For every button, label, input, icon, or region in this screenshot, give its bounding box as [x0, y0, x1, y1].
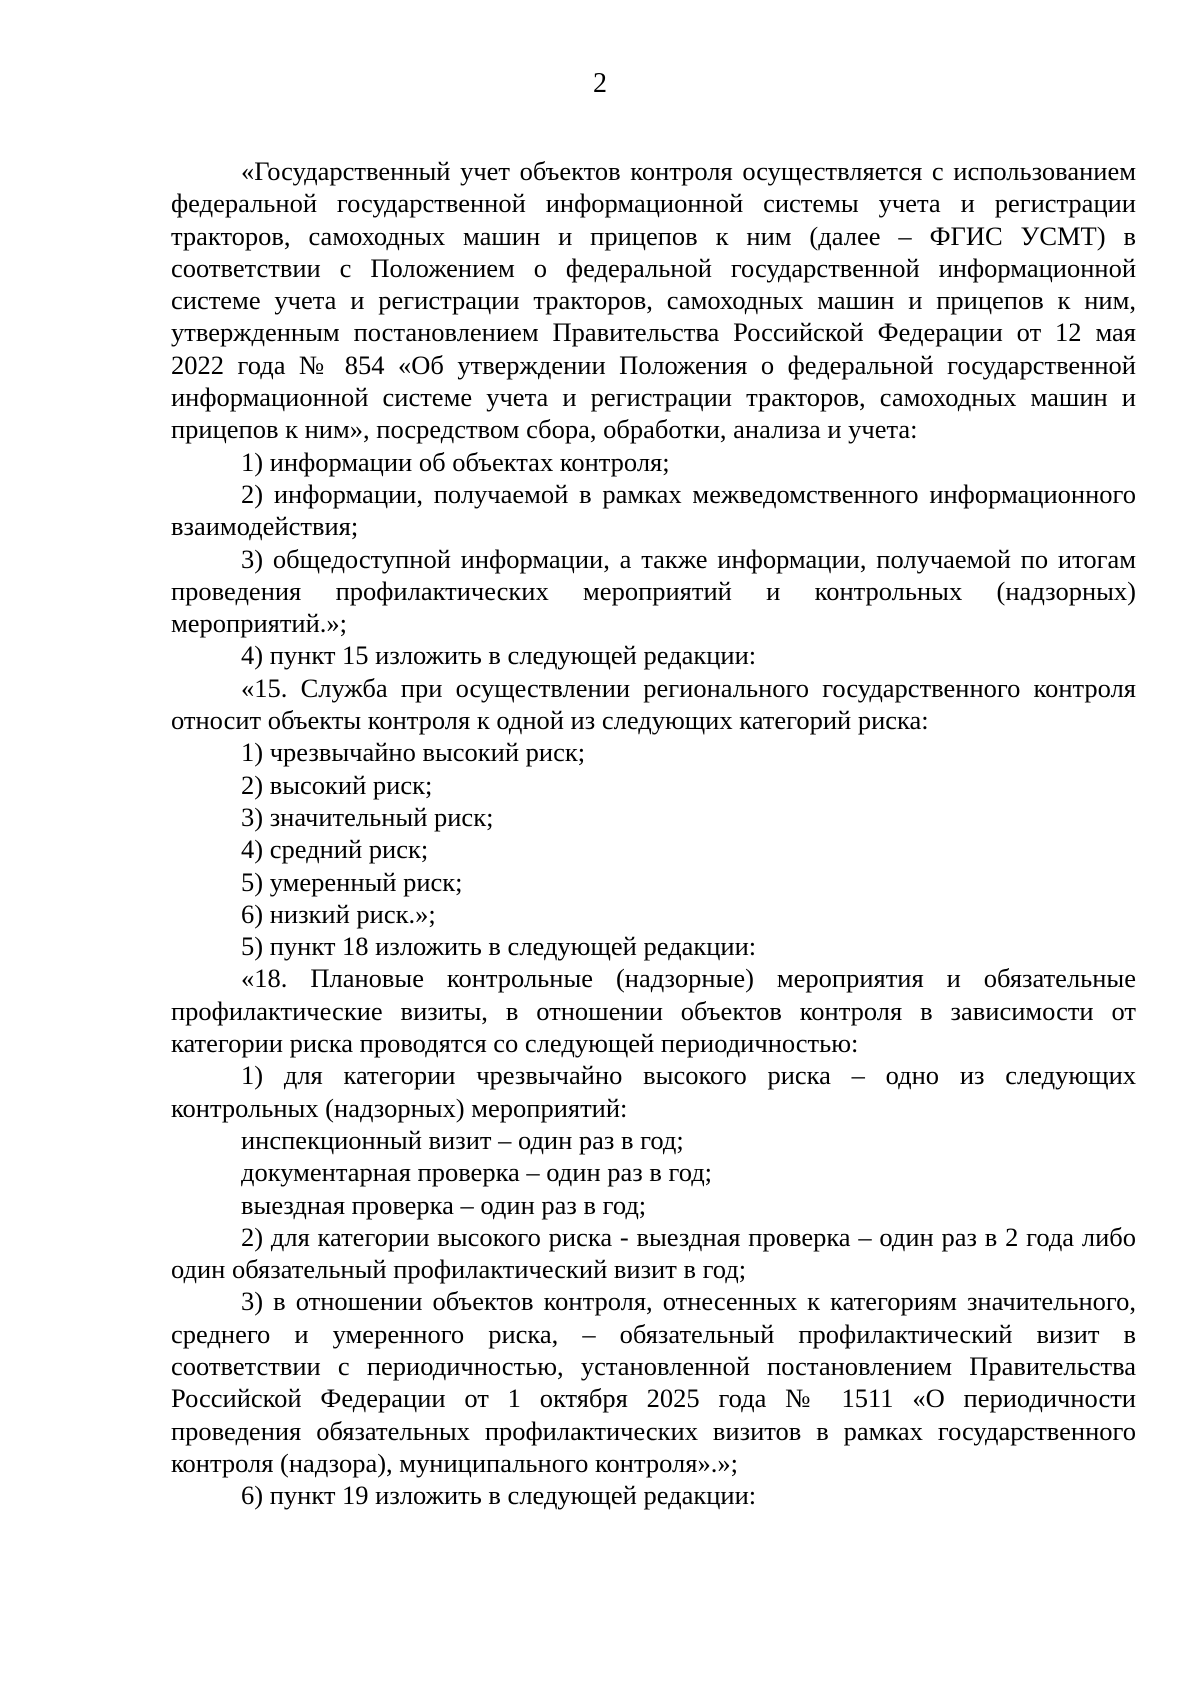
periodicity-item-1: 1) для категории чрезвычайно высокого риска – одно из следующих контрольных (надзорных) мероприятий:: [171, 1060, 1136, 1123]
page-number: 2: [593, 68, 607, 99]
list-item-public-info: 3) общедоступной информации, а также информации, получаемой по итогам проведения профилактических мероприятий и контрольных (надзорных) мероприятий.»;: [171, 543, 1136, 639]
clause-15-text: «15. Служба при осуществлении регионального государственного контроля относит объекты контроля к одной из следующих категорий риска:: [171, 672, 1136, 736]
risk-category-6: 6) низкий риск.»;: [241, 898, 436, 929]
document-body: [171, 155, 1136, 1511]
list-item-info-objects: 1) информации об объектах контроля;: [241, 446, 670, 477]
periodicity-item-2: 2) для категории высокого риска - выездная проверка – один раз в 2 года либо один обязательный профилактический визит в год;: [171, 1221, 1136, 1285]
list-item-interagency-info: 2) информации, получаемой в рамках межведомственного информационного взаимодействия;: [171, 478, 1136, 542]
amendment-item-4: 4) пункт 15 изложить в следующей редакции:: [241, 640, 757, 671]
risk-category-4: 4) средний риск;: [241, 834, 429, 865]
paragraph-state-accounting: «Государственный учет объектов контроля осуществляется с использованием федеральной государственной информационной системы учета и регистрации тракторов, самоходных машин и прицепов к ним (далее – ФГИС УСМТ) в соответствии с Положением о федеральной государственной информационной системе учета и регистрации тракторов, самоходных машин и прицепов к ним, утвержденным постановлением Правительства Российской Федерации от 12 мая 2022 года № 854 «Об утверждении Положения о федеральной государственной информационной системе учета и регистрации тракторов, самоходных машин и прицепов к ним», посредством сбора, обработки, анализа и учета:: [171, 156, 1136, 445]
onsite-check-line: выездная проверка – один раз в год;: [241, 1189, 647, 1220]
documentary-check-line: документарная проверка – один раз в год;: [241, 1157, 713, 1188]
risk-category-3: 3) значительный риск;: [241, 801, 494, 832]
amendment-item-5: 5) пункт 18 изложить в следующей редакции:: [241, 931, 757, 962]
risk-category-1: 1) чрезвычайно высокий риск;: [241, 737, 586, 768]
periodicity-item-3: 3) в отношении объектов контроля, отнесенных к категориям значительного, среднего и умеренного риска, – обязательный профилактический визит в соответствии с периодичностью, установленной постановлением Правительства Российской Федерации от 1 октября 2025 года № 1511 «О периодичности проведения обязательных профилактических визитов в рамках государственного контроля (надзора), муниципального контроля».»;: [171, 1286, 1136, 1478]
clause-18-text: «18. Плановые контрольные (надзорные) мероприятия и обязательные профилактические визиты, в отношении объектов контроля в зависимости от категории риска проводятся со следующей периодичностью:: [171, 963, 1136, 1059]
amendment-item-6: 6) пункт 19 изложить в следующей редакции:: [241, 1480, 757, 1511]
risk-category-5: 5) умеренный риск;: [241, 866, 463, 897]
risk-category-2: 2) высокий риск;: [241, 769, 433, 800]
inspection-visit-line: инспекционный визит – один раз в год;: [241, 1124, 684, 1155]
